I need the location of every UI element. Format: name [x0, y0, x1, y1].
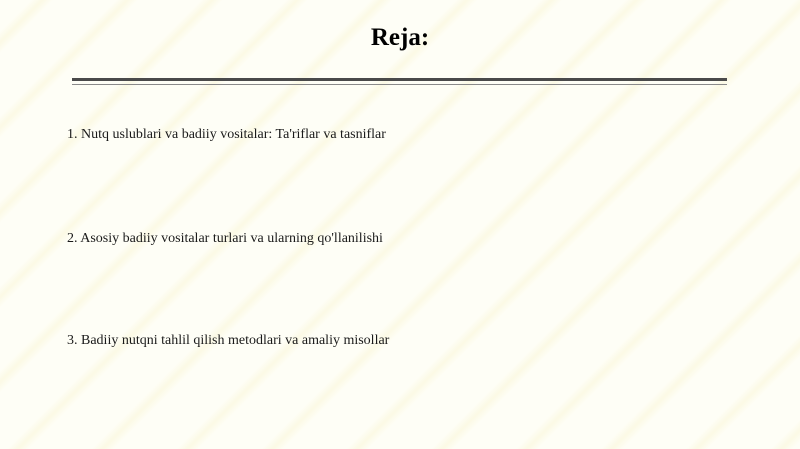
plan-item-2: 2. Asosiy badiiy vositalar turlari va ularning qo'llanilishi	[67, 231, 383, 246]
title-divider-thick	[72, 78, 727, 81]
title-divider-thin	[72, 84, 727, 85]
plan-item-3: 3. Badiiy nutqni tahlil qilish metodlari va amaliy misollar	[67, 333, 390, 348]
plan-item-1: 1. Nutq uslublari va badiiy vositalar: Ta'riflar va tasniflar	[67, 127, 386, 142]
slide-title: Reja:	[370, 24, 430, 51]
